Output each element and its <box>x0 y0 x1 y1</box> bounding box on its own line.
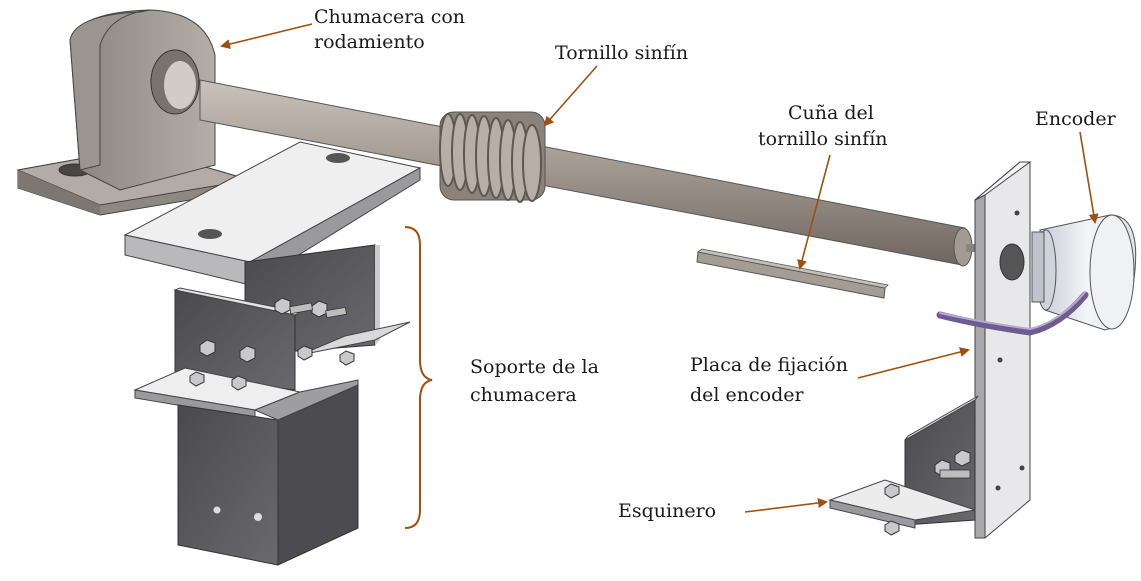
arrow-placa <box>858 350 968 378</box>
label-chumacera-line1: Chumacera con <box>314 6 466 28</box>
label-soporte-line2: chumacera <box>470 384 577 406</box>
support-brace <box>405 227 432 528</box>
encoder-unit <box>1032 215 1136 330</box>
label-chumacera-line2: rodamiento <box>314 31 425 53</box>
label-esquinero: Esquinero <box>618 500 717 522</box>
label-cuna-line2: tornillo sinfín <box>758 128 888 150</box>
worm-key <box>697 249 888 298</box>
encoder-mounting-plate <box>975 162 1030 538</box>
bearing-support <box>125 142 420 565</box>
label-tornillo: Tornillo sinfín <box>555 42 689 64</box>
arrow-encoder <box>1080 132 1095 222</box>
label-placa-line2: del encoder <box>690 384 804 406</box>
corner-bracket <box>830 396 978 535</box>
arrow-chumacera <box>222 24 312 46</box>
arrow-tornillo <box>545 66 597 125</box>
worm-screw <box>440 112 545 202</box>
arrow-esquinero <box>745 502 826 512</box>
label-encoder: Encoder <box>1035 108 1116 130</box>
label-cuna-line1: Cuña del <box>788 102 874 124</box>
label-soporte-line1: Soporte de la <box>470 356 599 378</box>
label-placa-line1: Placa de fijación <box>690 354 848 376</box>
